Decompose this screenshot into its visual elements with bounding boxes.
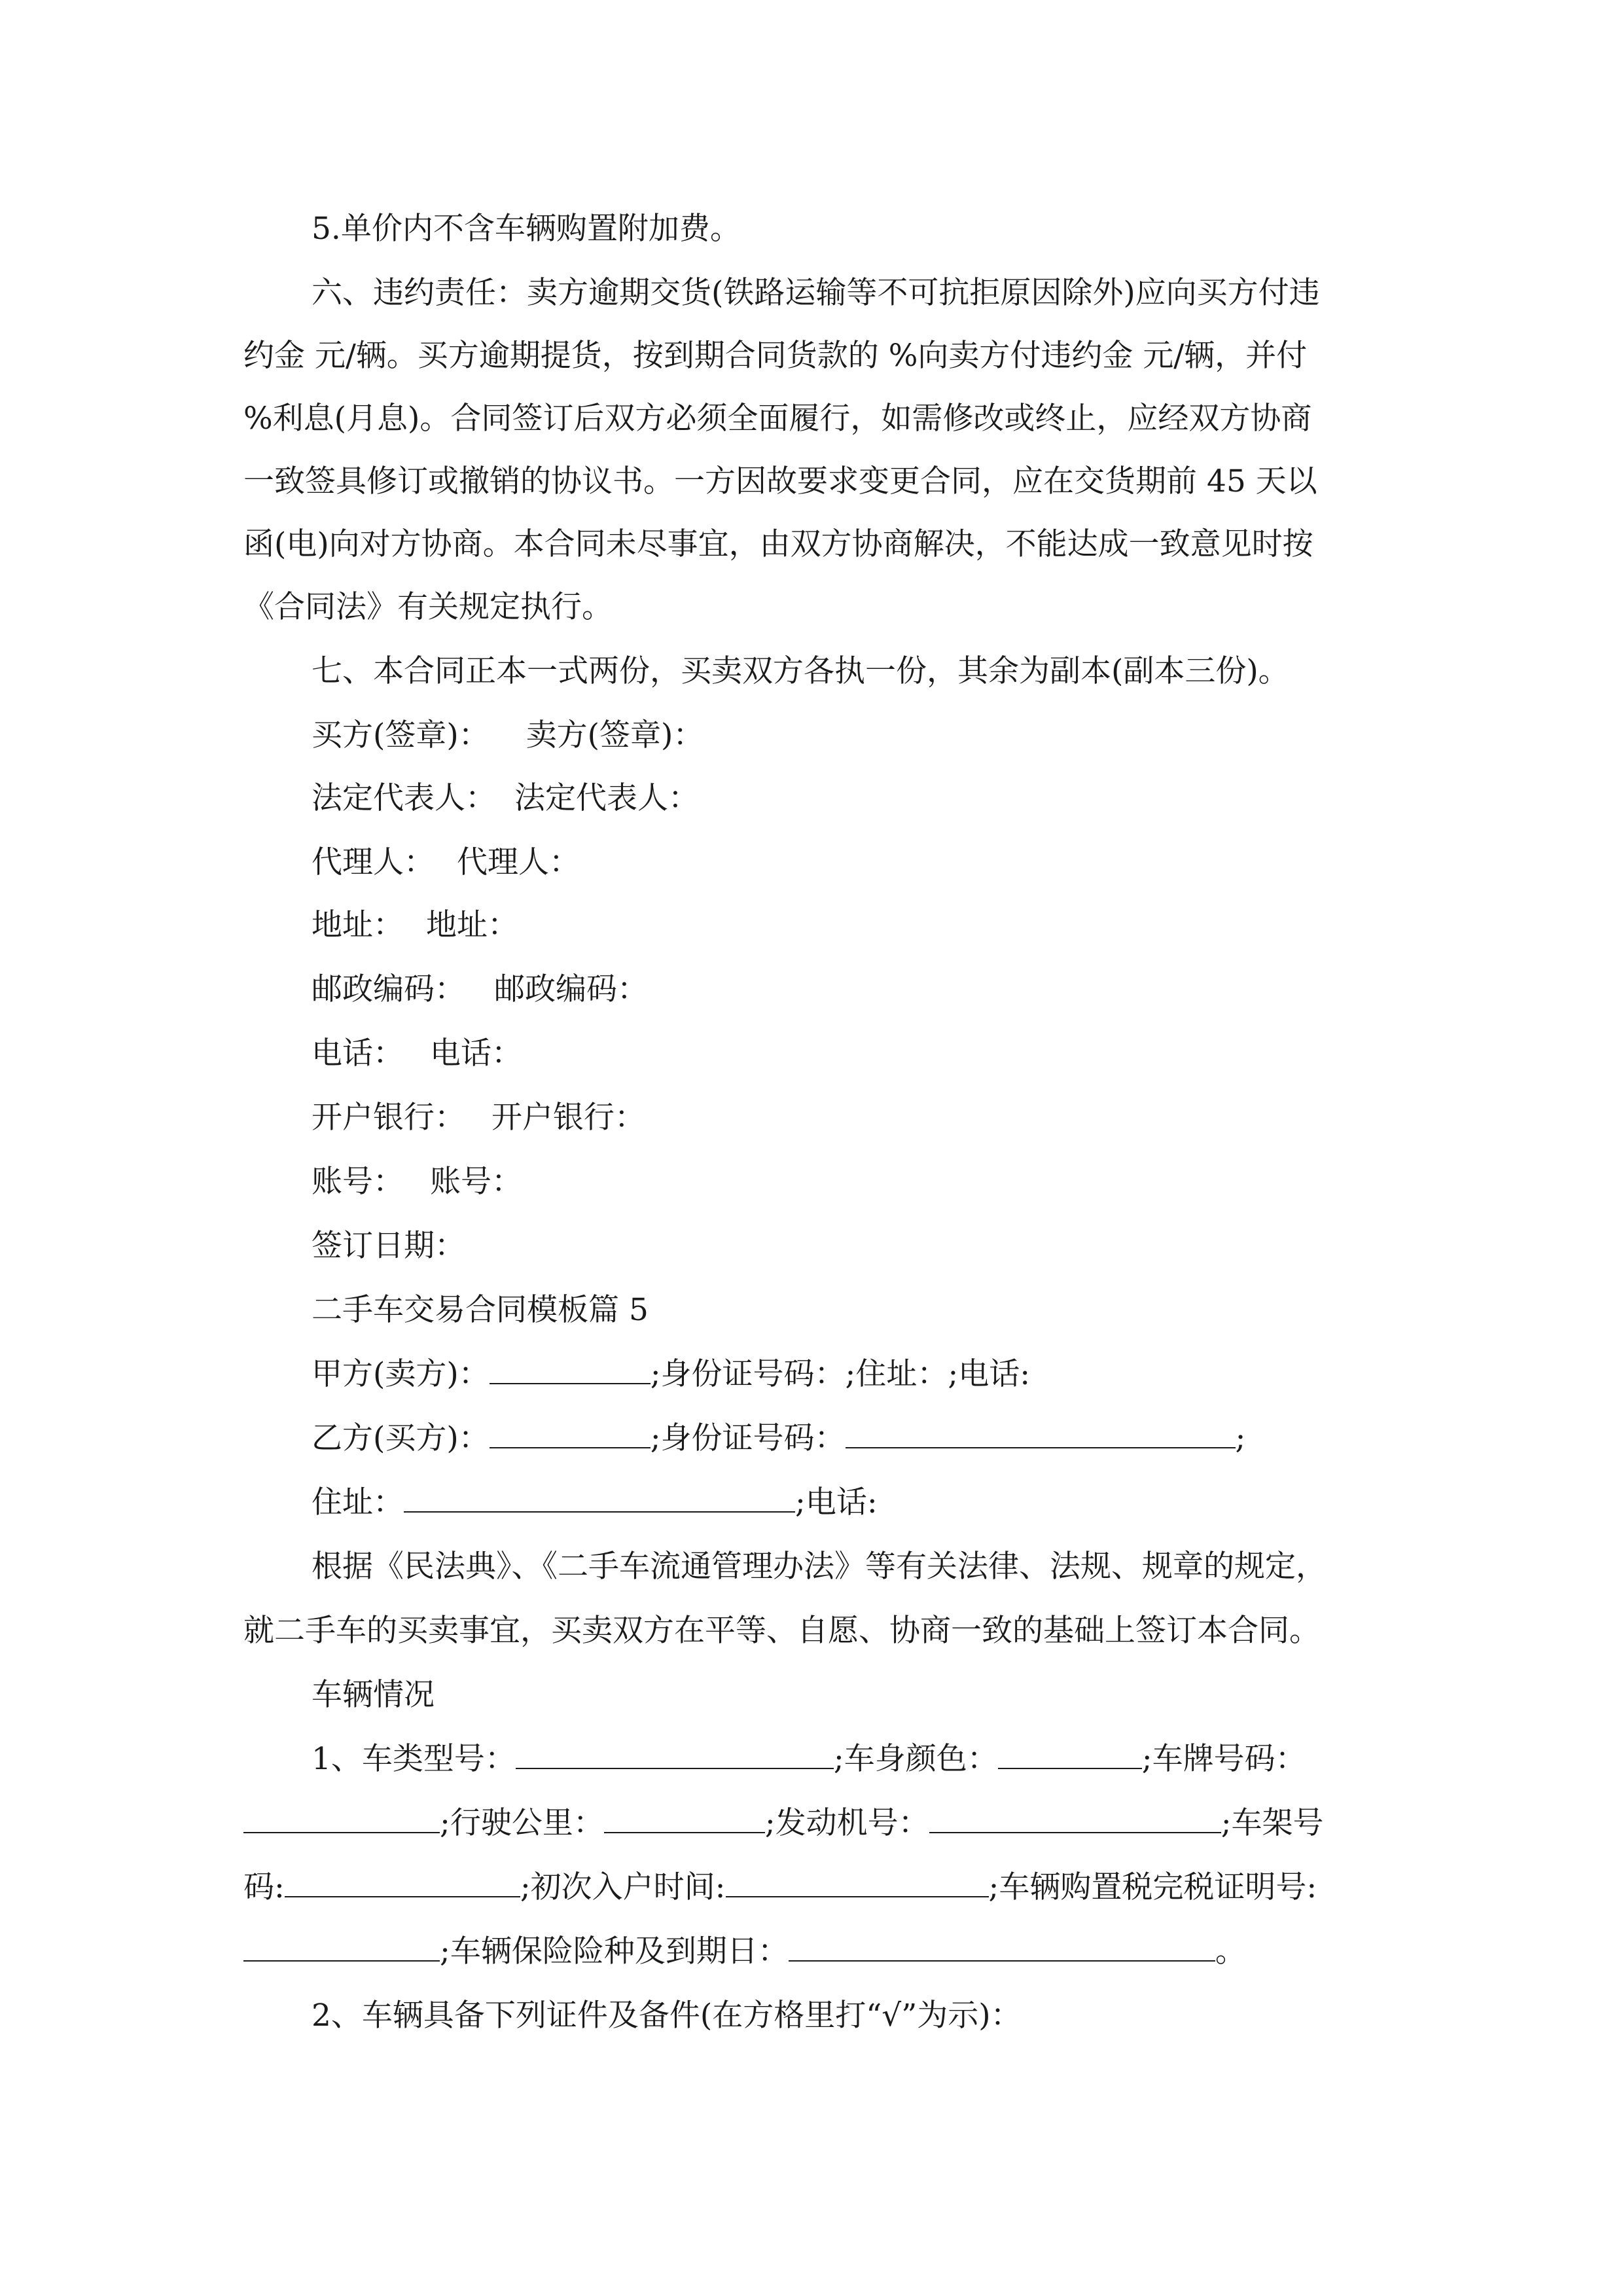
buyer-label: 账号： [312,1164,404,1200]
buyer-label: 代理人： [312,844,435,880]
plate-number-blank[interactable] [243,1804,440,1833]
signature-row [312,1098,645,1138]
vehicle-item-1-line-3 [243,1868,1317,1907]
tax-certificate-blank[interactable] [243,1933,440,1962]
vehicle-color-blank[interactable] [998,1740,1142,1769]
frame-number-label: ;车架号 [1221,1805,1324,1841]
signature-row [312,1162,522,1202]
buyer-label: 电话： [312,1035,404,1071]
party-b-label: 乙方(买方)： [312,1420,490,1456]
registration-date-blank[interactable] [726,1869,989,1897]
party-b-id-label: ;身份证号码： [650,1420,846,1456]
engine-number-blank[interactable] [929,1804,1221,1833]
insurance-blank[interactable] [789,1933,1215,1962]
tax-certificate-label: ;车辆购置税完税证明号: [988,1869,1317,1905]
seller-label: 卖方(签章)： [526,717,704,753]
buyer-label: 买方(签章)： [312,717,490,753]
party-b-id-blank[interactable] [846,1420,1236,1448]
party-a-label: 甲方(卖方)： [312,1356,490,1392]
address-blank[interactable] [404,1484,795,1513]
plate-number-label: ;车牌号码： [1141,1741,1306,1777]
party-a-line [312,1355,1030,1394]
seller-label: 代理人： [457,844,580,880]
phone-label: ;电话: [795,1484,878,1520]
mileage-label: ;行驶公里： [440,1805,604,1841]
signature-row [312,716,704,755]
paragraph-6-line-1: 六、违约责任：卖方逾期交货(铁路运输等不可抗拒原因除外)应向买方付违 [312,275,1320,311]
signature-row [312,906,518,945]
address-line [312,1483,878,1522]
party-a-name-blank[interactable] [490,1355,651,1384]
paragraph-6-line-2: 约金 元/辆。买方逾期提货，按到期合同货款的 %向卖方付违约金 元/辆，并付 [243,338,1308,374]
paragraph-7: 七、本合同正本一式两份，买卖双方各执一份，其余为副本(副本三份)。 [312,653,1289,689]
frame-number-blank[interactable] [285,1869,520,1897]
insurance-label: ;车辆保险险种及到期日： [440,1933,789,1969]
frame-number-label-cont: 码: [243,1869,285,1905]
paragraph-6-line-5: 函(电)向对方协商。本合同未尽事宜，由双方协商解决，不能达成一致意见时按 [243,526,1313,562]
buyer-label: 地址： [312,907,404,943]
party-b-line [312,1419,1245,1458]
seller-label: 账号： [430,1164,522,1200]
signature-row [312,779,699,818]
mileage-blank[interactable] [604,1804,765,1833]
seller-label: 邮政编码： [494,971,648,1007]
party-b-end: ; [1235,1420,1246,1456]
basis-line-1: 根据《民法典》、《二手车流通管理办法》等有关法律、法规、规章的规定， [312,1549,1327,1585]
buyer-label: 开户银行： [312,1100,465,1136]
address-label: 住址： [312,1484,404,1520]
paragraph-item-5: 5.单价内不含车辆购置附加费。 [312,211,741,247]
vehicle-item-1-line-4 [243,1932,1246,1971]
seller-label: 电话： [430,1035,522,1071]
buyer-label: 邮政编码： [312,971,465,1007]
engine-number-label: ;发动机号： [764,1805,929,1841]
vehicle-item-1-line-1 [312,1740,1306,1779]
section-title: 二手车交易合同模板篇 5 [312,1292,649,1328]
vehicle-item-2: 2、车辆具备下列证件及备件(在方格里打“√”为示)： [312,1998,1022,2034]
vehicle-model-blank[interactable] [516,1740,834,1769]
buyer-label: 法定代表人： [312,780,496,816]
vehicle-item-1-line-2 [243,1804,1324,1843]
line-end-period: 。 [1215,1933,1246,1969]
sign-date: 签订日期： [312,1228,465,1264]
paragraph-6-line-3: %利息(月息)。合同签订后双方必须全面履行，如需修改或终止，应经双方协商 [243,401,1312,437]
vehicle-color-label: ;车身颜色： [833,1741,998,1777]
vehicle-heading: 车辆情况 [312,1677,435,1713]
paragraph-6-line-4: 一致签具修订或撤销的协议书。一方因故要求变更合同，应在交货期前 45 天以 [243,463,1317,499]
signature-row [312,843,580,882]
seller-label: 开户银行： [491,1100,645,1136]
vehicle-model-label: 1、车类型号： [312,1741,516,1777]
seller-label: 地址： [426,907,518,943]
signature-row [312,970,648,1009]
paragraph-6-line-6: 《合同法》有关规定执行。 [243,589,613,625]
registration-date-label: ;初次入户时间: [520,1869,726,1905]
signature-row [312,1034,522,1073]
seller-label: 法定代表人： [514,780,699,816]
party-b-name-blank[interactable] [490,1420,651,1448]
basis-line-2: 就二手车的买卖事宜，买卖双方在平等、自愿、协商一致的基础上签订本合同。 [243,1613,1320,1649]
party-a-rest: ;身份证号码：;住址：;电话: [650,1356,1031,1392]
